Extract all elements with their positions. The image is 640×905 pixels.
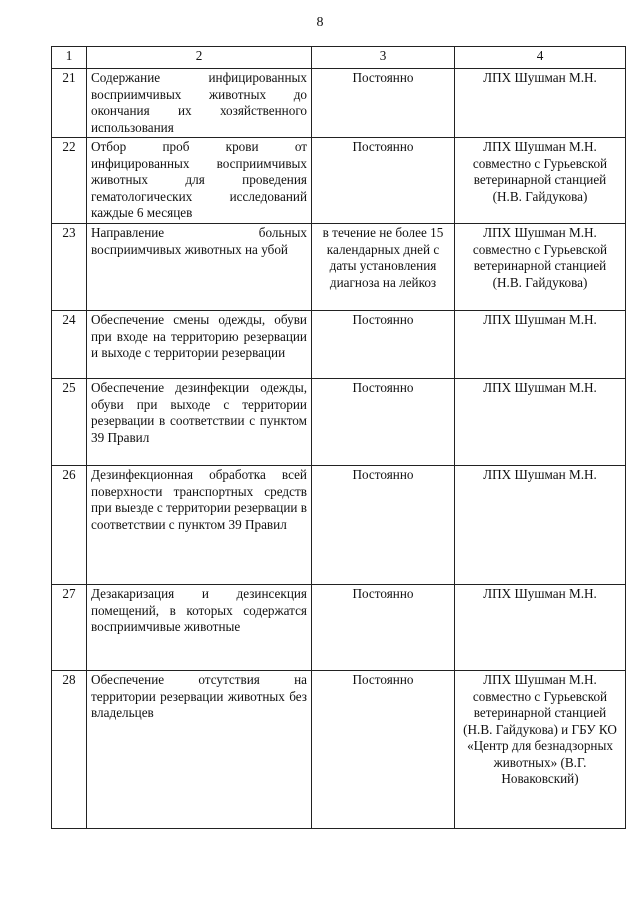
page-number: 8 [316,15,324,30]
row-number: 27 [52,585,87,671]
row-measure: Содержание инфицированных восприимчивых животных до окончания их хозяйственного использования [87,69,312,138]
row-responsible: ЛПХ Шушман М.Н. [455,69,626,138]
row-term: Постоянно [312,466,455,585]
row-term: Постоянно [312,585,455,671]
row-number: 21 [52,69,87,138]
row-term: Постоянно [312,138,455,224]
table-row [52,671,626,829]
row-number: 25 [52,379,87,466]
row-term: Постоянно [312,379,455,466]
table-row [52,466,626,585]
table-row [52,224,626,311]
row-responsible: ЛПХ Шушман М.Н. совместно с Гурьевской ветеринарной станцией (Н.В. Гайдукова) и ГБУ КО «Центр для безнадзорных животных» (В.Г. Новаковский) [455,671,626,829]
table-row [52,379,626,466]
row-number: 28 [52,671,87,829]
row-measure: Дезакаризация и дезинсекция помещений, в которых содержатся восприимчивые животные [87,585,312,671]
row-term: Постоянно [312,69,455,138]
row-responsible: ЛПХ Шушман М.Н. [455,466,626,585]
table-row [52,311,626,379]
row-responsible: ЛПХ Шушман М.Н. [455,585,626,671]
row-number: 23 [52,224,87,311]
row-measure: Обеспечение отсутствия на территории резервации животных без владельцев [87,671,312,829]
table-row [52,585,626,671]
row-measure: Дезинфекционная обработка всей поверхности транспортных средств при выезде с территории резервации в соответствии с пунктом 39 Правил [87,466,312,585]
row-number: 26 [52,466,87,585]
row-measure: Обеспечение дезинфекции одежды, обуви при выходе с территории резервации в соответствии с пунктом 39 Правил [87,379,312,466]
row-responsible: ЛПХ Шушман М.Н. [455,311,626,379]
row-responsible: ЛПХ Шушман М.Н. совместно с Гурьевской ветеринарной станцией (Н.В. Гайдукова) [455,224,626,311]
measures-table [51,46,626,829]
column-header-measure: 2 [87,47,312,69]
table-row [52,69,626,138]
row-number: 24 [52,311,87,379]
header-row [52,47,626,69]
column-header-responsible: 4 [455,47,626,69]
row-term: Постоянно [312,311,455,379]
column-header-number: 1 [52,47,87,69]
row-measure: Обеспечение смены одежды, обуви при входе на территорию резервации и выходе с территории резервации [87,311,312,379]
row-measure: Направление больных восприимчивых животных на убой [87,224,312,311]
row-term: Постоянно [312,671,455,829]
column-header-term: 3 [312,47,455,69]
row-responsible: ЛПХ Шушман М.Н. совместно с Гурьевской ветеринарной станцией (Н.В. Гайдукова) [455,138,626,224]
row-number: 22 [52,138,87,224]
row-responsible: ЛПХ Шушман М.Н. [455,379,626,466]
row-term: в течение не более 15 календарных дней с даты установления диагноза на лейкоз [312,224,455,311]
table-row [52,138,626,224]
row-measure: Отбор проб крови от инфицированных восприимчивых животных для проведения гематологических исследований каждые 6 месяцев [87,138,312,224]
